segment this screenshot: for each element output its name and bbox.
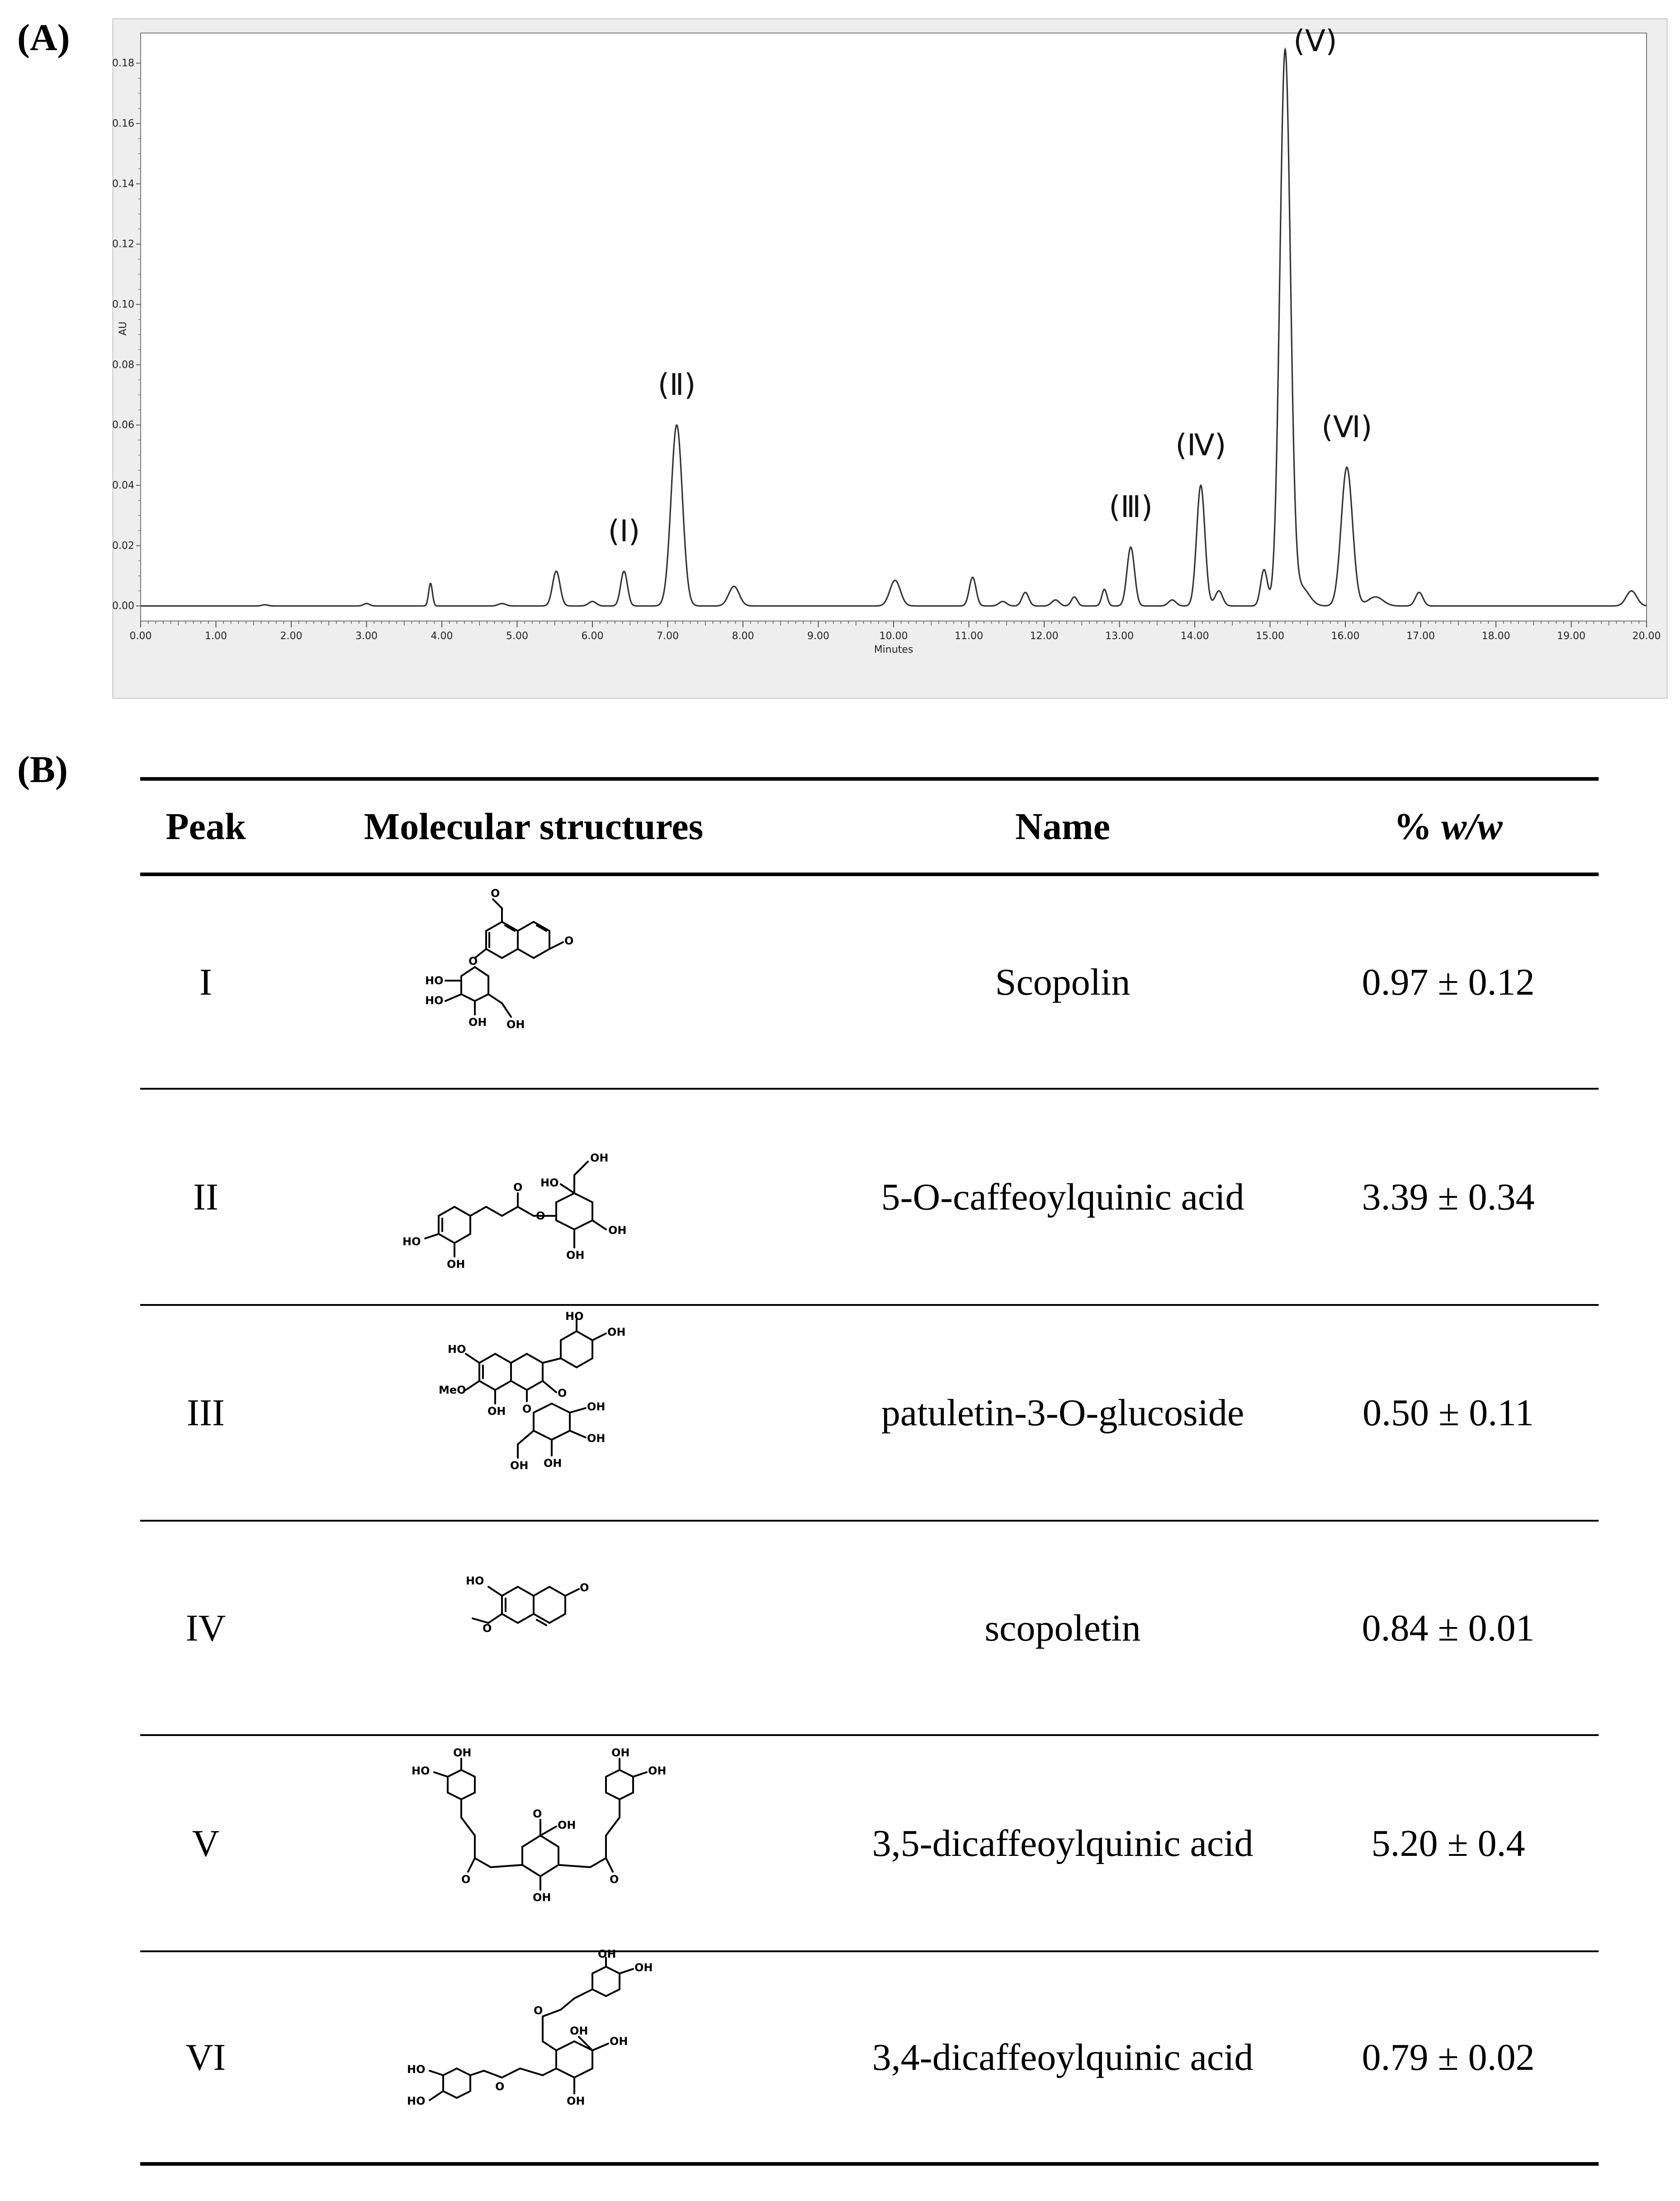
x-tick-label: 9.00 (807, 631, 829, 642)
chromatogram-panel (112, 18, 1668, 699)
chromatogram-chart (114, 19, 1666, 697)
header-structures: Molecular structures (364, 806, 704, 848)
atom-label: OH (610, 2035, 628, 2048)
peak-id: V (192, 1822, 220, 1864)
peak-label: (Ⅵ) (1321, 409, 1372, 445)
atom-label: O (580, 1581, 589, 1594)
x-tick-label: 13.00 (1105, 631, 1134, 642)
atom-label: OH (469, 1016, 487, 1029)
x-tick-label: 19.00 (1557, 631, 1585, 642)
x-tick-label: 20.00 (1632, 631, 1661, 642)
atom-label: HO (425, 974, 444, 987)
atom-label: O (610, 1873, 619, 1886)
peak-id: IV (185, 1607, 226, 1649)
table-bottom-rule (140, 2162, 1599, 2166)
atom-label: OH (611, 1746, 630, 1759)
peak-id: III (187, 1392, 225, 1434)
x-tick-label: 2.00 (280, 631, 303, 642)
peak-id: I (199, 961, 212, 1003)
x-tick-label: 8.00 (732, 631, 754, 642)
header-peak: Peak (166, 806, 246, 848)
peak-id: VI (185, 2036, 226, 2078)
x-tick-label: 14.00 (1180, 631, 1209, 642)
atom-label: OH (487, 1405, 506, 1418)
percent-value: 3.39 ± 0.34 (1362, 1176, 1535, 1218)
atom-label: OH (587, 1400, 606, 1413)
peak-label: (Ⅰ) (608, 513, 640, 549)
atom-label: OH (634, 1961, 653, 1974)
x-tick-label: 16.00 (1331, 631, 1360, 642)
x-tick-label: 11.00 (955, 631, 983, 642)
x-tick-label: 4.00 (431, 631, 453, 642)
atom-label: O (564, 934, 574, 947)
structure-patuletin-3-o-glucoside (430, 1310, 674, 1517)
y-tick-label: 0.02 (112, 540, 134, 552)
table-header-rule (140, 873, 1599, 876)
atom-label: O (522, 1403, 532, 1415)
plot-area (141, 33, 1647, 621)
atom-label: OH (566, 1249, 585, 1262)
atom-label: OH (607, 1326, 626, 1338)
header-percent-sign: % (1394, 806, 1442, 848)
structure-scopolin (412, 886, 647, 1076)
compound-name: scopoletin (984, 1607, 1141, 1649)
atom-label: OH (648, 1765, 667, 1777)
compound-name: 3,4-dicaffeoylquinic acid (872, 2036, 1254, 2078)
x-tick-label: 12.00 (1030, 631, 1059, 642)
compound-name: 3,5-dicaffeoylquinic acid (872, 1822, 1254, 1864)
structure-3-4-dicaffeoylquinic-acid (393, 1948, 692, 2159)
atom-label: OH (567, 2095, 585, 2107)
atom-label: OH (506, 1018, 525, 1031)
y-tick-label: 0.14 (112, 178, 134, 190)
structure-scopoletin (421, 1560, 656, 1700)
atom-label: OH (447, 1258, 465, 1271)
y-tick-label: 0.18 (112, 57, 134, 69)
atom-label: HO (540, 1176, 559, 1189)
atom-label: OH (510, 1459, 529, 1472)
structure-5-o-caffeoylquinic-acid (393, 1103, 701, 1293)
atom-label: O (533, 1807, 542, 1820)
percent-value: 0.84 ± 0.01 (1362, 1607, 1535, 1649)
atom-label: HO (466, 1575, 484, 1587)
atom-label: O (491, 887, 500, 900)
table-top-rule (140, 777, 1599, 781)
peak-label: (Ⅴ) (1293, 24, 1337, 58)
atom-label: OH (533, 1891, 551, 1904)
y-tick-label: 0.08 (112, 359, 134, 371)
compound-name: patuletin-3-O-glucoside (881, 1392, 1245, 1434)
x-tick-label: 17.00 (1406, 631, 1435, 642)
x-tick-label: 1.00 (205, 631, 227, 642)
percent-value: 0.97 ± 0.12 (1362, 961, 1535, 1003)
atom-label: OH (453, 1746, 472, 1759)
atom-label: O (483, 1622, 492, 1635)
atom-label: HO (407, 2095, 426, 2107)
atom-label: O (461, 1873, 471, 1886)
atom-label: HO (448, 1343, 466, 1356)
atom-label: HO (425, 994, 444, 1007)
atom-label: OH (608, 1224, 627, 1237)
atom-label: HO (565, 1310, 584, 1323)
x-tick-label: 15.00 (1256, 631, 1284, 642)
x-tick-label: 7.00 (657, 631, 679, 642)
peak-label: (Ⅳ) (1175, 427, 1226, 463)
atom-label: OH (570, 2025, 588, 2037)
percent-value: 0.50 ± 0.11 (1363, 1392, 1534, 1434)
atom-label: OH (587, 1432, 606, 1445)
atom-label: O (558, 1387, 567, 1399)
y-axis-title: AU (118, 321, 129, 336)
atom-label: OH (590, 1152, 609, 1164)
y-tick-label: 0.12 (112, 238, 134, 250)
x-axis-title: Minutes (874, 644, 913, 655)
y-tick-label: 0.10 (112, 299, 134, 310)
atom-label: OH (558, 1819, 576, 1831)
atom-label: O (469, 955, 478, 968)
x-tick-label: 3.00 (355, 631, 378, 642)
atom-label: O (513, 1181, 523, 1194)
x-axis (130, 621, 1661, 642)
x-tick-label: 5.00 (506, 631, 528, 642)
y-tick-label: 0.16 (112, 118, 134, 129)
peak-id: II (193, 1176, 218, 1218)
atom-label: OH (598, 1948, 616, 1960)
panel-label-b: (B) (17, 749, 68, 791)
header-ww-unit: w/w (1441, 806, 1503, 848)
structure-3-5-dicaffeoylquinic-acid (393, 1745, 692, 1944)
x-tick-label: 0.00 (129, 631, 152, 642)
atom-label: O (495, 2080, 505, 2093)
peak-label: (Ⅲ) (1108, 489, 1153, 524)
y-tick-label: 0.04 (112, 480, 134, 491)
atom-label: HO (407, 2063, 426, 2076)
atom-label: HO (402, 1235, 421, 1248)
percent-value: 0.79 ± 0.02 (1362, 2036, 1535, 2078)
panel-label-a: (A) (17, 17, 70, 59)
header-percent-ww (1298, 781, 1599, 873)
x-tick-label: 6.00 (581, 631, 604, 642)
y-tick-label: 0.06 (112, 419, 134, 431)
atom-label: OH (544, 1457, 562, 1470)
y-tick-label: 0.00 (112, 600, 134, 612)
atom-label: O (536, 1210, 545, 1222)
atom-label: MeO (439, 1384, 466, 1396)
x-tick-label: 10.00 (879, 631, 908, 642)
compound-name: 5-O-caffeoylquinic acid (881, 1176, 1245, 1218)
x-tick-label: 18.00 (1481, 631, 1510, 642)
atom-label: O (534, 2004, 543, 2017)
header-name: Name (1015, 806, 1110, 848)
percent-value: 5.20 ± 0.4 (1371, 1822, 1525, 1864)
peak-label: (Ⅱ) (658, 367, 696, 402)
atom-label: HO (412, 1765, 430, 1777)
compound-name: Scopolin (995, 961, 1131, 1003)
